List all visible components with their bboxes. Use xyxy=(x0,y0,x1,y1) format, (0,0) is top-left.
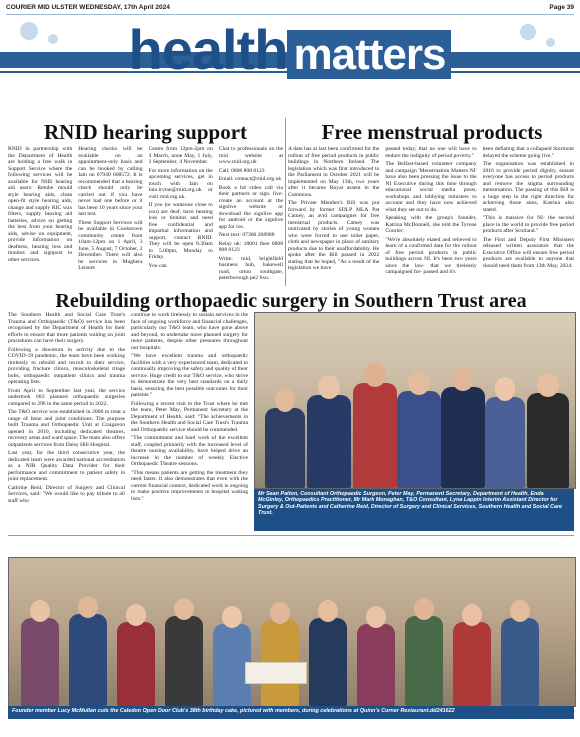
paragraph: RNID in partnership with the Department of Health are holding a free walk in Support Service where the following services will be available for NHS hearing aid users: Retube mould style hearing aids, clean open-fit style hearing aids, change and supply RIC wax filters, supply hearing aid batteries, advice on getting the best from your hearing aids, advise on equipment, provide information on deafness, hearing loss and tinnitus and signpost to other services. xyxy=(8,146,73,263)
paragraph: Write: rnid, brightfield business hub, bakewell road, orton southgate, peterborough pe2 6xu. xyxy=(218,255,283,281)
birthday-cake-icon xyxy=(245,662,307,684)
paragraph: continue to work tirelessly to sustain services in the face of ongoing workforce and financial challenges, particularly our T&O team, who have gone above and beyond, to undertake more planned surgery for more patients, despite other pressures throughout our hospitals. xyxy=(131,312,248,351)
ortho-column-2 xyxy=(131,312,248,527)
ortho-headline: Rebuilding orthopaedic surgery in Southern Trust area xyxy=(55,290,527,312)
paragraph: Call: 0808 808 0123 xyxy=(218,167,265,174)
paragraph: A date has at last been confirmed for the rollout of free period products in public buildings in Northern Ireland. The legislation which was first introduced to the Parliament in October 2021 will be implemented on May 13th, two years after it became Royal assent in the Commons. xyxy=(288,146,380,198)
rnid-article xyxy=(8,146,283,284)
masthead-word-health: health xyxy=(128,18,288,81)
paragraph: Last year, for the third consecutive year, the dedicated team were awarded national accreditation as a NJR Quality Data Provider for their performance and commitment to patient safety in joint replacement. xyxy=(8,450,125,482)
paper-dateline: COURIER MID ULSTER WEDNESDAY, 17th April 2024 xyxy=(6,4,170,11)
paragraph: Hearing checks will be available on an appointment-only basis and can be booked by calling Iain on 07940 608572. It is recommended that a hearing check should only be carried out if you have never had one before or it has been 10 years since your last test. xyxy=(78,146,143,217)
paragraph: These Support Services will be available in Cookstown community centre from 10am-12pm on 1 April, 3 June, 5 August, 7 October, 2 December. There will also be services in Maghera Leisure xyxy=(78,219,143,271)
paragraph: Chat to professionals on the rnid website at www.rnid.org.uk xyxy=(218,146,283,165)
ortho-column-1 xyxy=(8,312,125,527)
free-column-3 xyxy=(483,146,574,284)
club-birthday-photo xyxy=(8,557,576,707)
rnid-column-2 xyxy=(78,146,142,284)
ortho-article xyxy=(8,312,248,527)
paragraph: "This means patients are getting the treatment they need faster. It also demonstrates that even with the current financial context, dedicated work is ongoing to make positive improvements in hospital waiting lists." xyxy=(131,469,248,502)
staff-group-photo xyxy=(254,312,576,489)
paragraph: From April to September last year, the service undertook 683 planned orthopaedic surgeries compared to 296 in the same period in 2022. xyxy=(8,387,125,407)
paragraph: Following a downturn in activity due to the COVID-19 pandemic, the team have been working tirelessly to rebuild and recruit to their service, providing fracture clinics, musculoskeletal triage hubs, orthopaedic outpatient clinics and trauma operating lists. xyxy=(8,346,125,385)
paragraph: Email: contact@rnid.org.uk xyxy=(218,176,282,182)
paragraph: "We're absolutely elated and relieved to learn of a confirmed date for the rollout of free period products in public buildings across NI. It's been two years since the law- that we tirelessly campaigned for- passed and it's xyxy=(385,236,477,275)
page-number: Page 39 xyxy=(549,4,574,11)
staff-photo-caption: Mr Sean Patton, Consultant Orthopaedic Surgeon, Peter May, Permanent Secretary, Department of Health, Enda McGinley, Orthopaedics Practitioner, Mr Mark Monaghan, T&O Consultant, Lyna Lappin Interim Assistant Director for Surgery & Out-Patients and Catherine Reid, Director of Surgery and Clinical Services, Southern Health and Social Care Trust. xyxy=(254,489,574,531)
rnid-column-4 xyxy=(219,146,283,284)
masthead-logo xyxy=(0,14,580,86)
paragraph: The T&O service was established in 2008 to treat a range of bone and joint conditions. The purpose built Trauma and Orthopaedic Unit at Craigavon opened in 2010, including dedicated theatres, recovery areas and ward space. The team also offers outpatients services from Daisy Hill Hospital. xyxy=(8,409,125,448)
paragraph: "The commitment and hard work of the excellent staff, coupled primarily with the increased level of theatre nursing availability, have helped drive an increase in the number of weekly Elective Orthopaedic Theatre sessions. xyxy=(131,435,248,467)
paragraph: been deflating that a collapsed Stormont delayed the scheme going live." xyxy=(482,146,574,159)
rnid-column-3 xyxy=(149,146,213,284)
paragraph: The organisation was established in 2016 to provide period dignity, ensure everyone has access to period products and remove the stigma surrounding menstruation. The passing of this Bill is a huge step in the right direction for achieving those aims, Katrina also stated. xyxy=(482,161,574,213)
paragraph: The Belfast-based volunteer company and campaign 'Menstruation Matters NI' have also been pressing the issue to the NI Executive during this time through educational social media posts, workshops and lobbying ministers to account and they have now achieved what they set out to do. xyxy=(385,161,477,213)
masthead-word-matters: matters xyxy=(287,30,451,79)
paragraph: You can xyxy=(148,262,167,269)
paragraph: The Private Member's Bill was put forward by former SDLP MLA Pat Catney, an avid campaigner for free menstrual products. Catney was motivated by stories of young women who were forced to use toilet paper, cloth and newspaper in place of sanitary products due to their unaffordability. He spoke after the Bill passed in 2022 stating that he hoped, "As a result of the legislation we have xyxy=(288,200,380,271)
paragraph: Relay uk: 18001 then 0808 808 0123 xyxy=(218,240,283,253)
paragraph: Next text: 07360 268988 xyxy=(218,232,275,238)
paragraph: The Southern Health and Social Care Trust's Trauma and Orthopaedic (T&O) service has been recognised by the Department of Health for their efforts to ensure that more patients waiting on joint procedures can have their surgery. xyxy=(8,312,125,344)
paragraph: Cathrine Reid, Director of Surgery and Clinical Services, said: "We would like to pay tribute to all staff who xyxy=(8,484,125,504)
paragraph: If you (or someone close to you) are deaf, have hearing loss or tinnitus and need free confidential and impartial information and support, contact RNID. They will be open 8.30am to 5.00pm, Monday to Friday. xyxy=(148,202,213,260)
paragraph: Speaking with the group's founder, Katrina McDonnell, she told the Tyrone Courier: xyxy=(385,215,477,234)
club-photo-caption: Founder member Lucy McMullan cuts the Caledon Open Door Club's 38th birthday cake, pictured with members, during celebrations at Quinn's Corner Restaurant.dd241622 xyxy=(8,706,574,719)
paragraph: "We have excellent trauma and orthopaedic facilities with a very experienced team, dedicated to continually improving the safety and quality of their service. Huge credit to our T&O service, who strive to demonstrate the very best standards on a daily basis, ensuring the best possible outcomes for their patients." xyxy=(131,353,248,398)
section-divider xyxy=(8,535,574,536)
paragraph: The First and Deputy First Ministers released written assurance that the Executive Office will ensure free period products are available to anyone that should need them from 13th May, 2024. xyxy=(482,236,574,269)
free-column-2 xyxy=(385,146,476,284)
rnid-column-1 xyxy=(8,146,72,284)
paragraph: passed today, that no one will have to endure the indignity of period poverty." xyxy=(385,146,477,159)
rnid-headline: RNID hearing support xyxy=(43,120,248,144)
free-products-article xyxy=(288,146,574,284)
column-divider xyxy=(285,118,286,286)
paragraph: Book a bd video call via their partners or sign. live: create an account at the signlive website or download the signlive app for android or the signlive app for ios. xyxy=(218,184,283,230)
free-column-1 xyxy=(288,146,379,284)
paragraph: For more information on the upcoming services, get in touch with Iain on Iain.irvine@rnid.org.uk or visit rnid.org.uk. xyxy=(148,167,213,200)
paragraph: "This is massive for NI- the second place in the world to provide free period products after Scotland." xyxy=(482,215,574,234)
masthead xyxy=(0,14,580,86)
paragraph: Following a recent visit to the Trust where he met the team, Peter May, Permanent Secretary at the Department of Health, said: "The achievements in the Southern Health and Social Care Trust's Trauma and Orthopaedic service should be commended. xyxy=(131,400,248,433)
paragraph: Centre from 12pm-2pm on 4 March, none May, 1 July, 2 September, 4 November. xyxy=(148,146,213,165)
free-products-headline: Free menstrual products xyxy=(321,120,543,144)
